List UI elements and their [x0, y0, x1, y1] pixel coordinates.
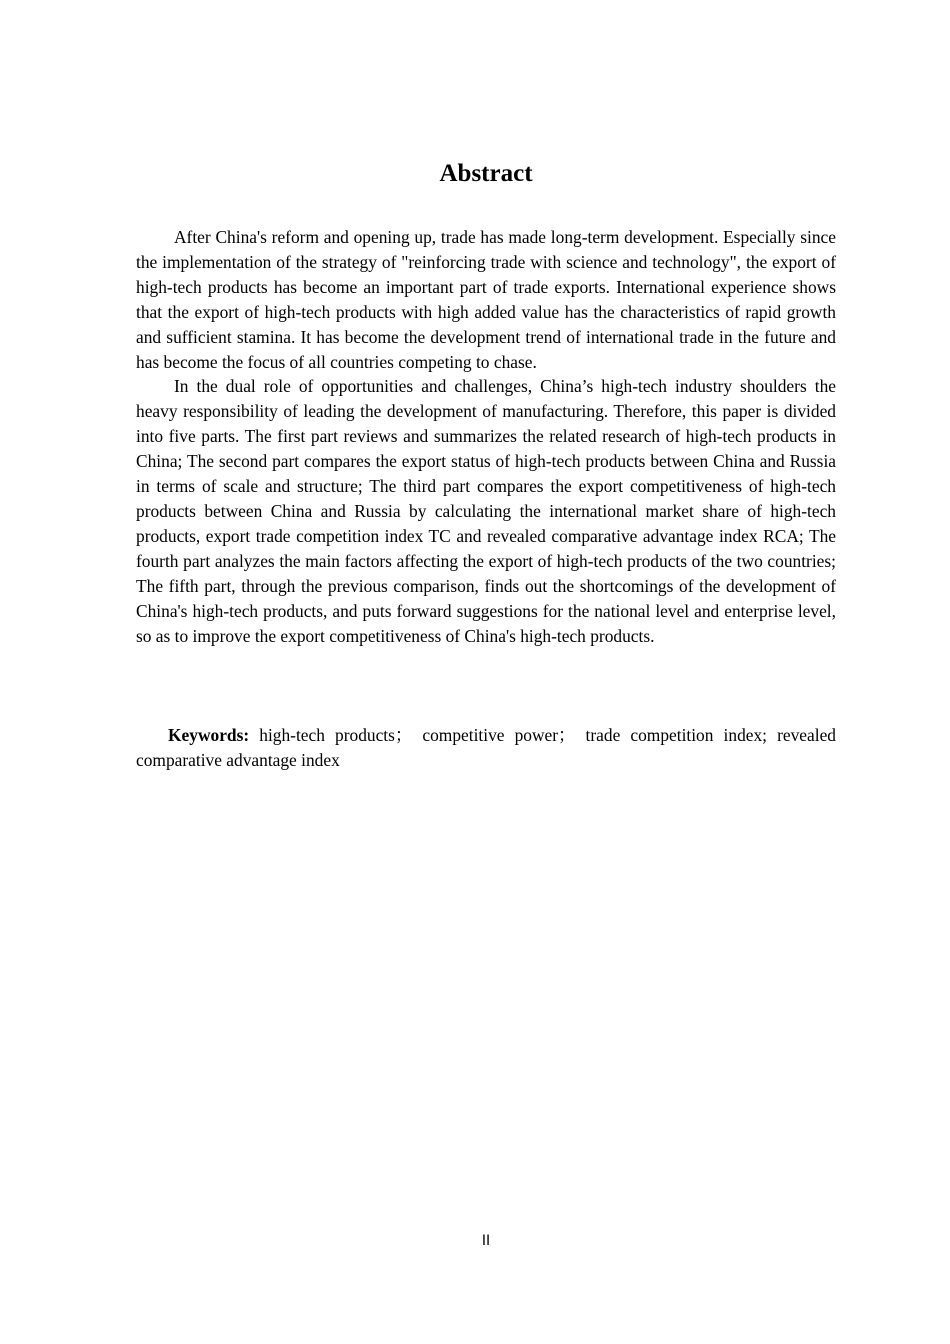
- keywords-line: [136, 723, 836, 773]
- abstract-body: [136, 225, 836, 648]
- keywords-label: Keywords:: [168, 725, 250, 745]
- abstract-paragraph-1: After China's reform and opening up, trade has made long-term development. Especially since the implementation of the strategy of "reinforcing trade with science and technology", the export of high-tech products has become an important part of trade exports. International experience shows that the export of high-tech products with high added value has the characteristics of rapid growth and sufficient stamina. It has become the development trend of international trade in the future and has become the focus of all countries competing to chase.: [136, 227, 836, 372]
- page-number: II: [481, 1233, 491, 1249]
- abstract-paragraph-2: In the dual role of opportunities and challenges, China’s high-tech industry shoulders the heavy responsibility of leading the development of manufacturing. Therefore, this paper is divided into five parts. The first part reviews and summarizes the related research of high-tech products in China; The second part compares the export status of high-tech products between China and Russia in terms of scale and structure; The third part compares the export competitiveness of high-tech products between China and Russia by calculating the international market share of high-tech products, export trade competition index TC and revealed comparative advantage index RCA; The fourth part analyzes the main factors affecting the export of high-tech products of the two countries; The fifth part, through the previous comparison, finds out the shortcomings of the development of China's high-tech products, and puts forward suggestions for the national level and enterprise level, so as to improve the export competitiveness of China's high-tech products.: [136, 376, 836, 646]
- page-title: Abstract: [439, 160, 533, 187]
- keywords-text: high-tech products； competitive power； trade competition index; revealed comparative advantage index: [136, 725, 836, 770]
